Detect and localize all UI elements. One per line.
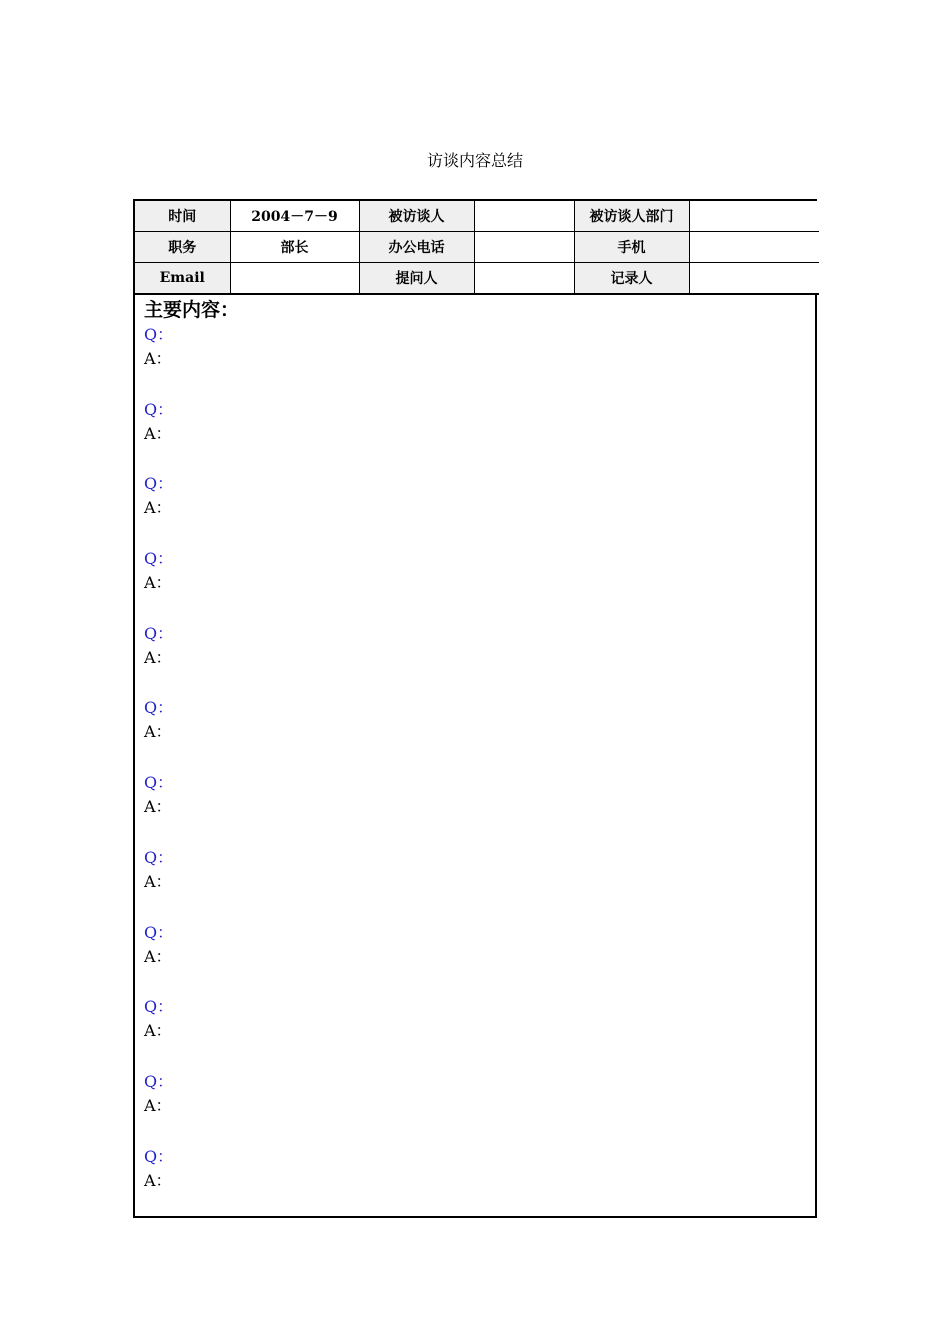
time-label: 时间 [135, 201, 230, 232]
interviewee-department-value[interactable] [689, 201, 819, 232]
qa-item [144, 995, 815, 1070]
qa-item [144, 1070, 815, 1145]
main-content-area[interactable] [135, 295, 815, 1219]
main-content-heading: 主要内容： [144, 299, 240, 321]
question-label: Q： [144, 325, 174, 344]
answer-label: A： [144, 871, 172, 891]
interviewee-value[interactable] [474, 201, 574, 232]
question-label: Q： [144, 1146, 174, 1166]
document-title: 访谈内容总结 [426, 151, 523, 170]
interview-form [133, 199, 817, 1218]
recorder-value[interactable] [689, 263, 819, 295]
answer-label: A： [144, 946, 172, 966]
question-label: Q： [144, 1071, 174, 1091]
info-row [135, 263, 819, 295]
question-label: Q： [144, 773, 174, 793]
qa-item [144, 398, 815, 473]
recorder-label: 记录人 [574, 263, 689, 295]
answer-label: A： [144, 1095, 172, 1115]
question-label: Q： [144, 549, 174, 569]
qa-item [144, 1145, 815, 1220]
mobile-label: 手机 [574, 232, 689, 263]
info-row [135, 201, 819, 232]
question-label: Q： [144, 399, 174, 419]
question-label: Q： [144, 698, 174, 718]
qa-item [144, 846, 815, 921]
office-phone-label: 办公电话 [359, 232, 474, 263]
position-label: 职务 [135, 232, 230, 263]
answer-label: A： [144, 498, 172, 518]
mobile-value[interactable] [689, 232, 819, 263]
answer-label: A： [144, 1021, 172, 1041]
qa-item [144, 696, 815, 771]
time-value[interactable]: 2004－7－9 [230, 201, 359, 232]
info-table [135, 201, 819, 295]
qa-item [144, 921, 815, 996]
question-label: Q： [144, 997, 174, 1017]
interviewee-department-label: 被访谈人部门 [574, 201, 689, 232]
position-value[interactable]: 部长 [230, 232, 359, 263]
answer-label: A： [144, 349, 172, 368]
qa-item [144, 622, 815, 697]
answer-label: A： [144, 797, 172, 817]
answer-label: A： [144, 573, 172, 593]
email-value[interactable] [230, 263, 359, 295]
interviewer-value[interactable] [474, 263, 574, 295]
interviewer-label: 提问人 [359, 263, 474, 295]
answer-label: A： [144, 722, 172, 742]
answer-label: A： [144, 647, 172, 667]
answer-label: A： [144, 1170, 172, 1190]
qa-item [144, 771, 815, 846]
question-label: Q： [144, 922, 174, 942]
email-label: Email [135, 263, 230, 295]
answer-label: A： [144, 423, 172, 443]
question-label: Q： [144, 847, 174, 867]
office-phone-value[interactable] [474, 232, 574, 263]
question-label: Q： [144, 474, 174, 494]
info-row [135, 232, 819, 263]
interviewee-label: 被访谈人 [359, 201, 474, 232]
qa-item [144, 547, 815, 622]
question-label: Q： [144, 623, 174, 643]
qa-item [144, 472, 815, 547]
qa-item [144, 323, 815, 398]
